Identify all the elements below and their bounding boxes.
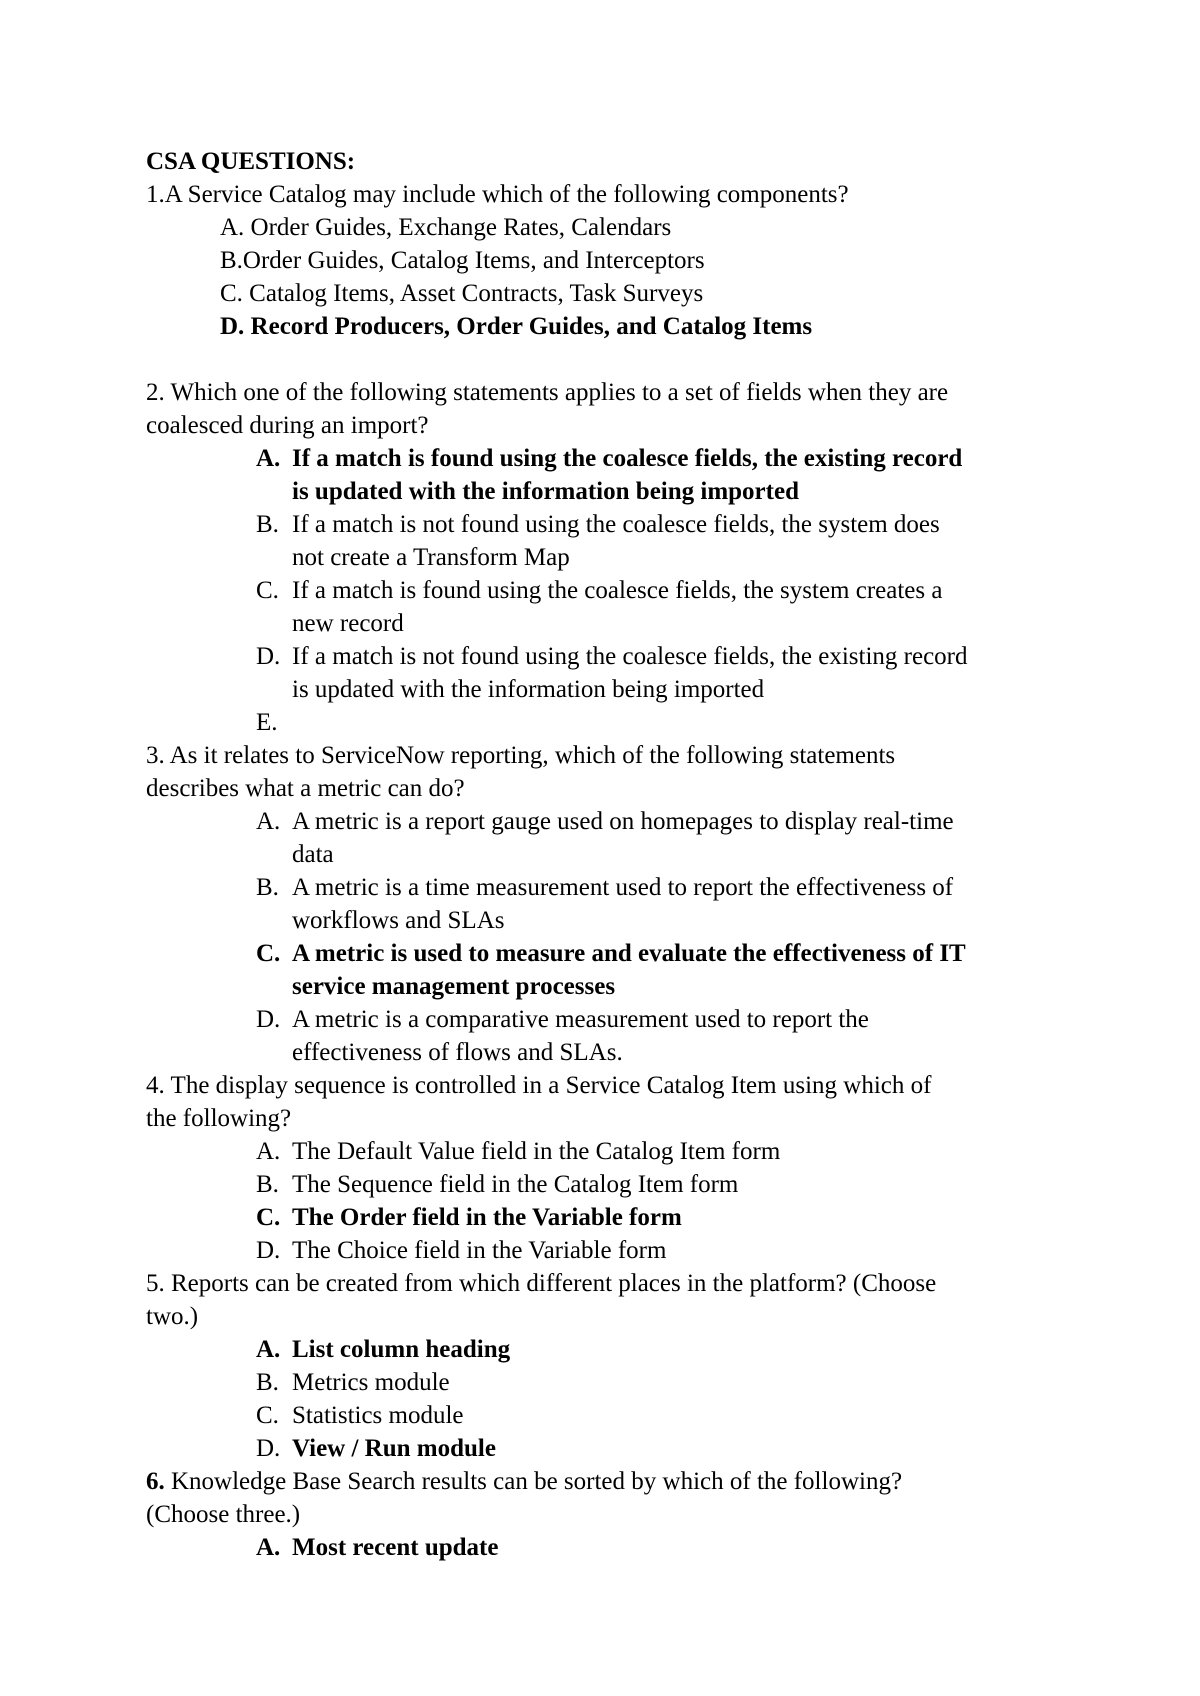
question-1-option-d-answer: D. Record Producers, Order Guides, and Catalog Items [220, 313, 813, 340]
option-text: A metric is a comparative measurement used to report the [292, 1006, 869, 1033]
question-text: Knowledge Base Search results can be sorted by which of the following? [164, 1468, 903, 1495]
option-marker: C. [256, 940, 281, 967]
question-3-stem-line-1: 3. As it relates to ServiceNow reporting, which of the following statements [146, 742, 896, 769]
option-text: Metrics module [292, 1369, 450, 1396]
question-2-stem-line-1: 2. Which one of the following statements applies to a set of fields when they are [146, 379, 949, 406]
question-1-stem: 1.A Service Catalog may include which of the following components? [146, 181, 849, 208]
option-marker: D. [256, 643, 281, 670]
option-text: The Sequence field in the Catalog Item form [292, 1171, 739, 1198]
option-marker: D. [256, 1006, 281, 1033]
option-text: A metric is a report gauge used on homepages to display real-time [292, 808, 954, 835]
option-text: workflows and SLAs [292, 907, 505, 934]
option-text: The Choice field in the Variable form [292, 1237, 667, 1264]
option-marker: A. [256, 1138, 281, 1165]
option-text: not create a Transform Map [292, 544, 570, 571]
option-marker: E. [256, 709, 278, 736]
question-3-stem-line-2: describes what a metric can do? [146, 775, 465, 802]
option-text: If a match is found using the coalesce fields, the existing record [292, 445, 963, 472]
question-4-stem-line-1: 4. The display sequence is controlled in a Service Catalog Item using which of [146, 1072, 932, 1099]
page-title: CSA QUESTIONS: [146, 148, 356, 175]
option-marker: C. [256, 577, 279, 604]
option-text: List column heading [292, 1336, 511, 1363]
option-marker: A. [256, 445, 281, 472]
option-marker: B. [256, 1369, 279, 1396]
option-marker: B. [256, 1171, 279, 1198]
question-6-stem-line-1 [146, 1467, 902, 1497]
option-marker: B. [256, 874, 279, 901]
option-text: View / Run module [292, 1435, 496, 1462]
option-text: Statistics module [292, 1402, 464, 1429]
option-marker: B. [256, 511, 279, 538]
option-marker: A. [256, 808, 281, 835]
option-marker: A. [256, 1534, 281, 1561]
option-text: The Order field in the Variable form [292, 1204, 682, 1231]
option-text: If a match is not found using the coalesce fields, the system does [292, 511, 940, 538]
question-6-stem-line-2: (Choose three.) [146, 1501, 301, 1528]
option-marker: C. [256, 1402, 279, 1429]
option-marker: D. [256, 1237, 281, 1264]
option-text: A metric is used to measure and evaluate the effectiveness of IT [292, 940, 966, 967]
option-text: is updated with the information being imported [292, 478, 799, 505]
option-text: Most recent update [292, 1534, 499, 1561]
option-text: A metric is a time measurement used to report the effectiveness of [292, 874, 954, 901]
option-marker: C. [256, 1204, 281, 1231]
option-text: If a match is not found using the coalesce fields, the existing record [292, 643, 968, 670]
option-text: service management processes [292, 973, 616, 1000]
option-text: If a match is found using the coalesce fields, the system creates a [292, 577, 943, 604]
question-4-stem-line-2: the following? [146, 1105, 292, 1132]
question-number: 6. [146, 1468, 165, 1495]
question-5-stem-line-2: two.) [146, 1303, 199, 1330]
question-5-stem-line-1: 5. Reports can be created from which different places in the platform? (Choose [146, 1270, 937, 1297]
question-2-stem-line-2: coalesced during an import? [146, 412, 429, 439]
question-1-option-c: C. Catalog Items, Asset Contracts, Task Surveys [220, 280, 704, 307]
option-text: effectiveness of flows and SLAs. [292, 1039, 623, 1066]
option-marker: A. [256, 1336, 281, 1363]
option-text: data [292, 841, 334, 868]
option-marker: D. [256, 1435, 281, 1462]
option-text: The Default Value field in the Catalog Item form [292, 1138, 781, 1165]
question-1-option-a: A. Order Guides, Exchange Rates, Calendars [220, 214, 672, 241]
option-text: is updated with the information being imported [292, 676, 765, 703]
question-1-option-b: B.Order Guides, Catalog Items, and Interceptors [220, 247, 705, 274]
option-text: new record [292, 610, 404, 637]
